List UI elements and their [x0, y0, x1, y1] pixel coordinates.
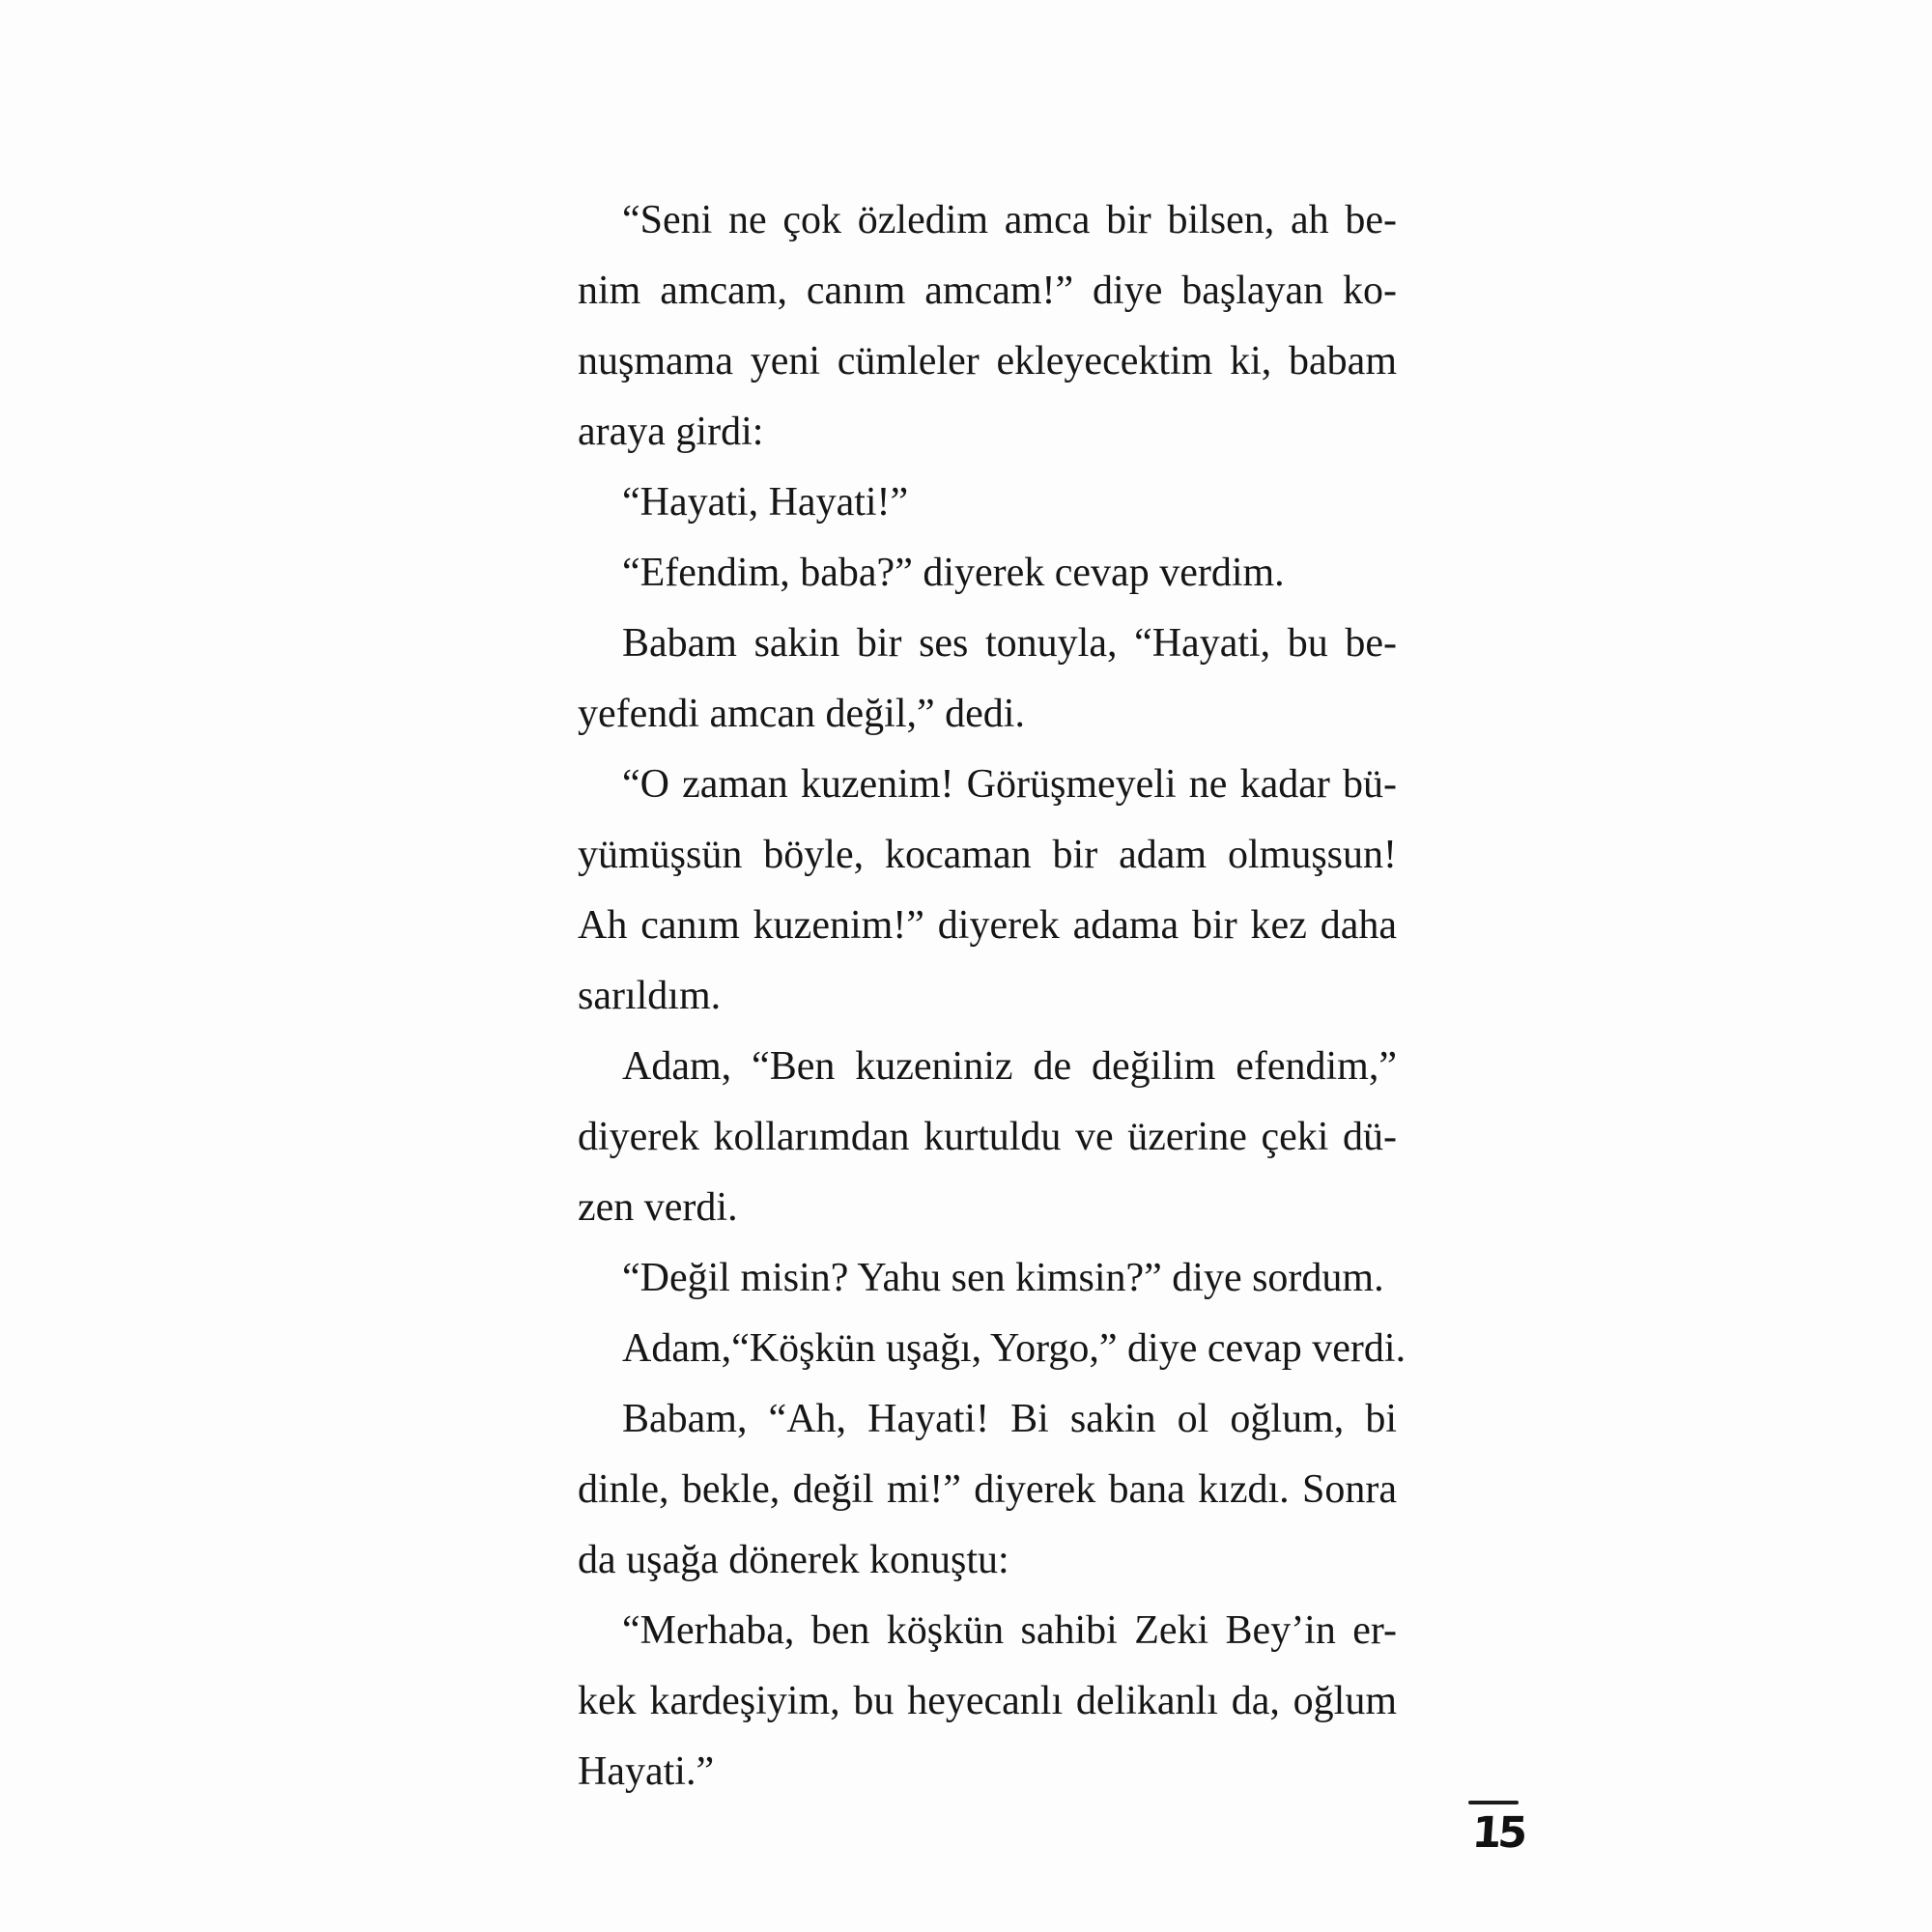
text-line: yefendi amcan değil,” dedi.: [578, 692, 1025, 736]
text-line: sarıldım.: [578, 974, 722, 1018]
text-line: zen verdi.: [578, 1185, 738, 1230]
body-text: [578, 185, 1406, 1807]
text-line: “Seni ne çok özledim amca bir bilsen, ah be-: [622, 198, 1397, 242]
text-line: Ah canım kuzenim!” diyerek adama bir kez daha: [578, 903, 1397, 948]
text-line: da uşağa dönerek konuştu:: [578, 1538, 1009, 1582]
text-line: yümüşsün böyle, kocaman bir adam olmuşsun!: [578, 833, 1397, 877]
text-line: Babam sakin bir ses tonuyla, “Hayati, bu be-: [622, 621, 1397, 666]
text-line: Babam, “Ah, Hayati! Bi sakin ol oğlum, bi: [622, 1397, 1397, 1441]
text-line: nuşmama yeni cümleler ekleyecektim ki, babam: [578, 339, 1397, 384]
text-line: “Merhaba, ben köşkün sahibi Zeki Bey’in er-: [622, 1608, 1397, 1653]
text-line: “Hayati, Hayati!”: [622, 480, 909, 525]
text-line: dinle, bekle, değil mi!” diyerek bana kızdı. Sonra: [578, 1467, 1397, 1512]
page-number-block: [1468, 1801, 1526, 1858]
text-line: kek kardeşiyim, bu heyecanlı delikanlı da, oğlum: [578, 1679, 1397, 1723]
text-line: Adam,“Köşkün uşağı, Yorgo,” diye cevap verdi.: [622, 1326, 1406, 1371]
text-line: “Efendim, baba?” diyerek cevap verdim.: [622, 551, 1285, 595]
text-line: Hayati.”: [578, 1749, 715, 1794]
text-line: diyerek kollarımdan kurtuldu ve üzerine çeki dü-: [578, 1115, 1397, 1159]
text-line: araya girdi:: [578, 410, 764, 454]
text-line: Adam, “Ben kuzeniniz de değilim efendim,”: [622, 1044, 1397, 1089]
text-line: “O zaman kuzenim! Görüşmeyeli ne kadar bü-: [622, 762, 1397, 807]
text-line: nim amcam, canım amcam!” diye başlayan ko-: [578, 269, 1397, 313]
text-line: “Değil misin? Yahu sen kimsin?” diye sordum.: [622, 1256, 1384, 1300]
page-number: 15: [1470, 1808, 1526, 1858]
page-number-rule: [1468, 1801, 1519, 1804]
